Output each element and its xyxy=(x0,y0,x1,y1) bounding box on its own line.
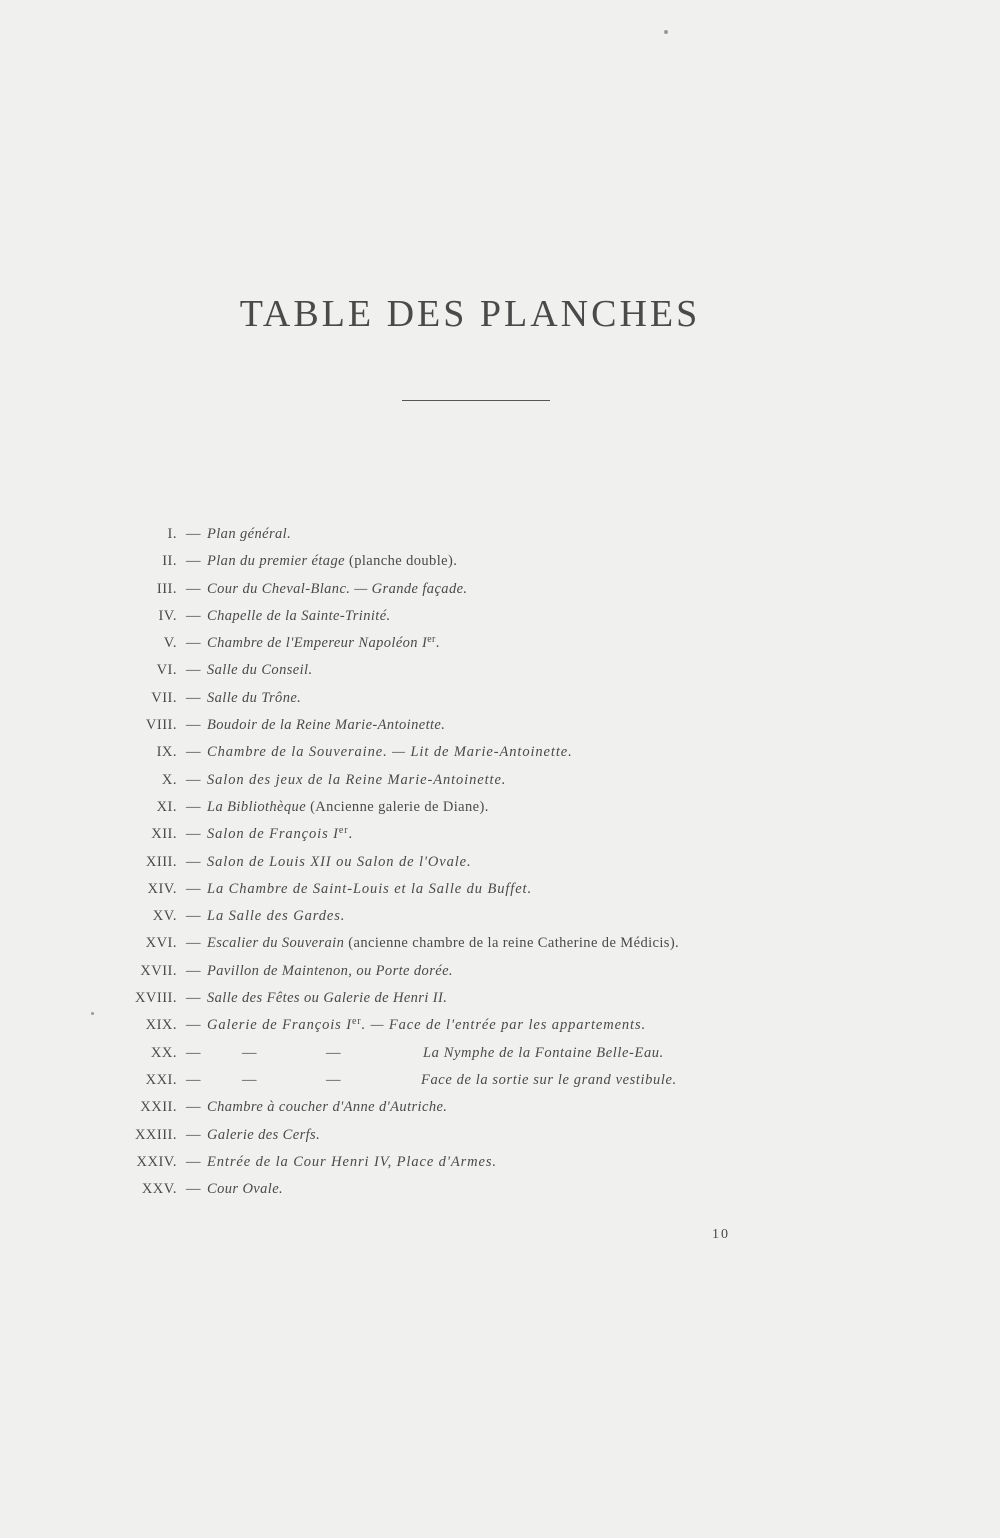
plate-number: III. xyxy=(156,580,177,597)
page-title: TABLE DES PLANCHES xyxy=(239,293,701,335)
plate-entry xyxy=(0,958,1000,985)
title-part: La Chambre de Saint-Louis et la Salle du Buffet. xyxy=(207,880,532,897)
ditto-mark: — xyxy=(326,1071,341,1088)
title-part: Salon de François I xyxy=(207,826,339,843)
title-part: Salle des Fêtes ou Galerie de Henri II. xyxy=(207,990,448,1007)
plate-title xyxy=(207,876,532,903)
title-part: Plan du premier étage xyxy=(207,553,345,570)
title-part: Chambre à coucher d'Anne d'Autriche. xyxy=(207,1099,448,1116)
plate-number: XI. xyxy=(156,798,177,815)
title-part: Escalier du Souverain xyxy=(207,935,345,952)
title-part: Cour du Cheval-Blanc. — Grande façade. xyxy=(207,580,468,597)
plates-list xyxy=(0,521,1000,1203)
em-dash: — xyxy=(186,580,201,597)
em-dash: — xyxy=(186,990,201,1007)
em-dash: — xyxy=(186,962,201,979)
plate-entry xyxy=(0,849,1000,876)
plate-entry xyxy=(0,767,1000,794)
plate-entry xyxy=(0,930,1000,957)
plate-title xyxy=(207,521,291,548)
em-dash: — xyxy=(186,1153,201,1170)
plate-title xyxy=(207,821,353,848)
plate-entry xyxy=(0,903,1000,930)
plate-title xyxy=(207,903,345,930)
plate-entry xyxy=(0,548,1000,575)
ditto-mark: — xyxy=(186,1071,201,1088)
title-part: Chambre de la Souveraine. — Lit de Marie-Antoinette. xyxy=(207,744,573,761)
plate-number: X. xyxy=(161,771,177,788)
plate-number: XVIII. xyxy=(134,990,177,1007)
plate-number: XXI. xyxy=(145,1071,177,1088)
em-dash: — xyxy=(186,1017,201,1034)
plate-entry xyxy=(0,739,1000,766)
plate-title xyxy=(207,739,573,766)
title-part: (Ancienne galerie de Diane). xyxy=(306,798,489,815)
em-dash: — xyxy=(186,880,201,897)
plate-entry xyxy=(0,985,1000,1012)
superscript: er xyxy=(351,1016,362,1028)
plate-title xyxy=(207,930,679,957)
plate-entry xyxy=(0,1149,1000,1176)
title-part: Cour Ovale. xyxy=(207,1181,284,1198)
plate-number: XVII. xyxy=(140,962,177,979)
plate-title xyxy=(207,1122,320,1149)
title-part: La Bibliothèque xyxy=(207,798,307,815)
plate-entry xyxy=(0,1012,1000,1039)
plate-title xyxy=(207,657,312,684)
plate-number: XX. xyxy=(150,1044,177,1061)
title-part: Salon de Louis XII ou Salon de l'Ovale. xyxy=(207,853,472,870)
plate-title xyxy=(207,767,506,794)
title-part: Boudoir de la Reine Marie-Antoinette. xyxy=(207,717,446,734)
plate-number: V. xyxy=(163,635,177,652)
em-dash: — xyxy=(186,1126,201,1143)
plate-title xyxy=(207,1149,497,1176)
title-part: Salle du Conseil. xyxy=(207,662,313,679)
title-part: Pavillon de Maintenon, ou Porte dorée. xyxy=(207,962,453,979)
plate-number: II. xyxy=(162,553,177,570)
em-dash: — xyxy=(186,908,201,925)
plate-title xyxy=(207,630,440,657)
em-dash: — xyxy=(186,1181,201,1198)
superscript: er xyxy=(427,634,436,646)
plate-title xyxy=(207,1094,447,1121)
plate-title: Face de la sortie sur le grand vestibule. xyxy=(421,1071,677,1088)
plate-entry xyxy=(0,1040,1000,1067)
title-part: Galerie de François I xyxy=(207,1017,352,1034)
page-number: 10 xyxy=(712,1227,730,1242)
title-part: Salon des jeux de la Reine Marie-Antoinette. xyxy=(207,771,507,788)
plate-entry xyxy=(0,1067,1000,1094)
em-dash: — xyxy=(186,826,201,843)
plate-entry xyxy=(0,521,1000,548)
plate-title xyxy=(207,603,391,630)
em-dash: — xyxy=(186,635,201,652)
plate-number: VI. xyxy=(156,662,177,679)
plate-number: VIII. xyxy=(145,717,177,734)
paper-speck xyxy=(91,1012,94,1015)
plate-title xyxy=(207,985,447,1012)
plate-entry xyxy=(0,876,1000,903)
title-part: . xyxy=(435,635,440,652)
em-dash: — xyxy=(186,662,201,679)
ditto-mark: — xyxy=(242,1044,257,1061)
plate-entry xyxy=(0,576,1000,603)
plate-number: XXIV. xyxy=(136,1153,177,1170)
title-part: Salle du Trône. xyxy=(207,689,302,706)
plate-entry xyxy=(0,794,1000,821)
paper-speck xyxy=(664,30,668,34)
title-part: (planche double). xyxy=(344,553,458,570)
plate-number: I. xyxy=(167,526,177,542)
em-dash: — xyxy=(186,526,201,542)
title-part: Galerie des Cerfs. xyxy=(207,1126,321,1143)
em-dash: — xyxy=(186,798,201,815)
plate-entry xyxy=(0,657,1000,684)
plate-number: XV. xyxy=(152,908,177,925)
title-part: . xyxy=(348,826,353,843)
plate-title xyxy=(207,958,453,985)
title-part: Chambre de l'Empereur Napoléon I xyxy=(207,635,428,652)
ditto-mark: — xyxy=(186,1044,201,1061)
title-part: (ancienne chambre de la reine Catherine de Médicis). xyxy=(344,935,680,952)
plate-title xyxy=(207,576,467,603)
plate-title xyxy=(207,548,457,575)
ditto-mark: — xyxy=(242,1071,257,1088)
plate-title xyxy=(207,685,301,712)
plate-entry xyxy=(0,685,1000,712)
plate-number: XIII. xyxy=(145,853,177,870)
plate-entry xyxy=(0,821,1000,848)
plate-number: XXV. xyxy=(141,1181,177,1198)
plate-entry xyxy=(0,1122,1000,1149)
plate-entry xyxy=(0,1094,1000,1121)
plate-title: La Nymphe de la Fontaine Belle-Eau. xyxy=(423,1044,664,1061)
title-part: Chapelle de la Sainte-Trinité. xyxy=(207,607,391,624)
plate-title xyxy=(207,712,445,739)
title-part: Entrée de la Cour Henri IV, Place d'Armes. xyxy=(207,1153,497,1170)
plate-number: IV. xyxy=(158,607,177,624)
plate-number: VII. xyxy=(151,689,177,706)
plate-number: XIX. xyxy=(145,1017,177,1034)
plate-number: XXII. xyxy=(140,1099,177,1116)
em-dash: — xyxy=(186,717,201,734)
plate-title xyxy=(207,849,472,876)
em-dash: — xyxy=(186,689,201,706)
title-part: Plan général. xyxy=(207,526,292,542)
em-dash: — xyxy=(186,935,201,952)
plate-title xyxy=(207,1176,283,1203)
plate-entry xyxy=(0,603,1000,630)
title-divider xyxy=(402,400,550,401)
plate-number: IX. xyxy=(156,744,177,761)
em-dash: — xyxy=(186,1099,201,1116)
em-dash: — xyxy=(186,771,201,788)
plate-number: XII. xyxy=(151,826,177,843)
plate-entry xyxy=(0,630,1000,657)
plate-number: XVI. xyxy=(145,935,177,952)
plate-number: XXIII. xyxy=(134,1126,177,1143)
em-dash: — xyxy=(186,607,201,624)
em-dash: — xyxy=(186,744,201,761)
title-part: . — Face de l'entrée par les appartements. xyxy=(361,1017,647,1034)
plate-entry xyxy=(0,712,1000,739)
plate-title xyxy=(207,794,489,821)
plate-title xyxy=(207,1012,646,1039)
plate-entry xyxy=(0,1176,1000,1203)
superscript: er xyxy=(338,825,349,837)
em-dash: — xyxy=(186,553,201,570)
plate-number: XIV. xyxy=(147,880,177,897)
ditto-mark: — xyxy=(326,1044,341,1061)
title-part: La Salle des Gardes. xyxy=(207,908,346,925)
em-dash: — xyxy=(186,853,201,870)
